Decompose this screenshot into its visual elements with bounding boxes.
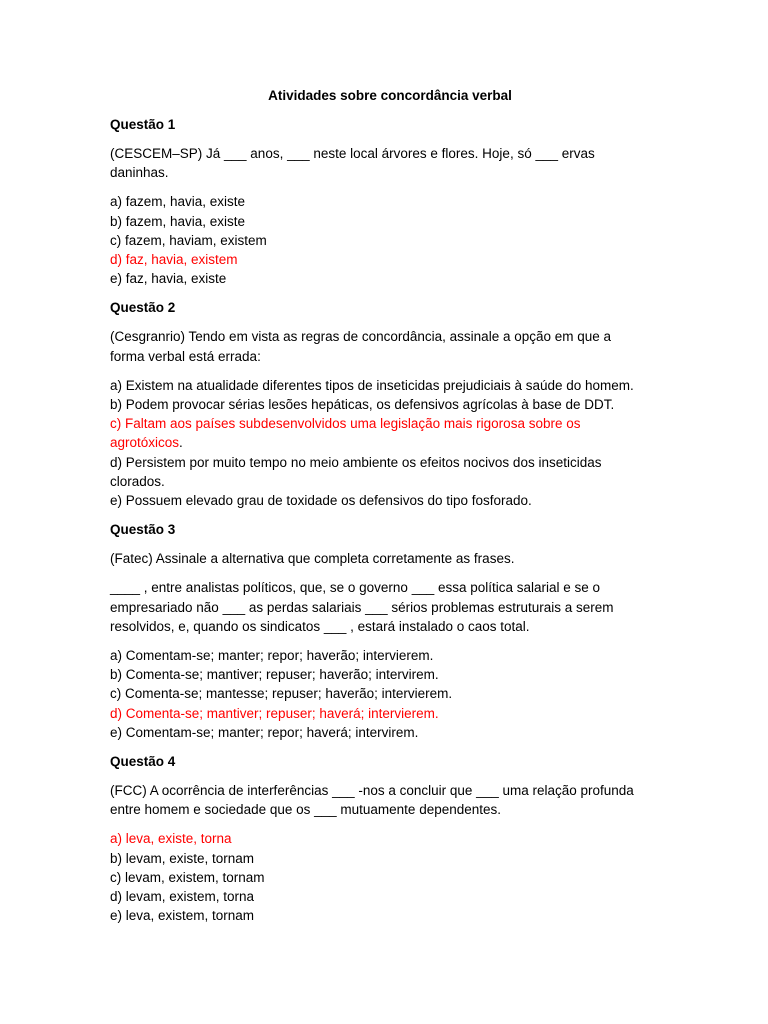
option-b: b) levam, existe, tornam: [110, 850, 255, 866]
question-1: [110, 115, 670, 288]
question-3: [110, 520, 670, 742]
option-a: a) Comentam-se; manter; repor; haverão; intervierem.: [110, 648, 434, 664]
option-d: d) levam, existem, torna: [110, 889, 255, 905]
options-list: [110, 192, 670, 288]
option-c: c) levam, existem, tornam: [110, 869, 265, 885]
option-a: a) Existem na atualidade diferentes tipos de inseticidas prejudiciais à saúde do homem.: [110, 377, 634, 393]
option-b: b) Comenta-se; mantiver; repuser; haverão; intervirem.: [110, 667, 439, 683]
question-heading: Questão 2: [110, 300, 176, 316]
option-d-correct: d) faz, havia, existem: [110, 252, 238, 268]
option-c-correct: [110, 414, 610, 452]
option-b: b) Podem provocar sérias lesões hepáticas, os defensivos agrícolas à base de DDT.: [110, 397, 615, 413]
option-a: a) fazem, havia, existe: [110, 194, 246, 210]
question-heading: Questão 4: [110, 754, 176, 770]
question-heading: Questão 1: [110, 117, 176, 132]
option-c: c) Comenta-se; mantesse; repuser; haverão; intervierem.: [110, 686, 453, 702]
option-e: e) faz, havia, existe: [110, 271, 227, 287]
option-e: e) leva, existem, tornam: [110, 908, 255, 924]
question-stem: (CESCEM–SP) Já ___ anos, ___ neste local árvores e flores. Hoje, só ___ ervas daninhas.: [110, 146, 595, 181]
question-stem-continuation: ____ , entre analistas políticos, que, se o governo ___ essa política salarial e se o empresariado não ___ as perdas salariais ___ sérios problemas estruturais a serem resolvidos, e, quando os sindicatos ___ , estará instalado o caos total.: [110, 580, 614, 634]
options-list: [110, 829, 670, 925]
options-list: [110, 646, 670, 742]
option-c: c) fazem, haviam, existem: [110, 232, 267, 248]
question-4: [110, 752, 670, 925]
option-a-correct: a) leva, existe, torna: [110, 831, 232, 847]
option-c-text: c) Faltam aos países subdesenvolvidos uma legislação mais rigorosa sobre os agrotóxicos: [110, 416, 581, 451]
document-page: [110, 86, 670, 936]
question-stem: (Cesgranrio) Tendo em vista as regras de concordância, assinale a opção em que a forma verbal está errada:: [110, 329, 612, 364]
option-d-correct: d) Comenta-se; mantiver; repuser; haverá; intervierem.: [110, 705, 439, 721]
document-title: Atividades sobre concordância verbal: [268, 88, 512, 103]
option-b: b) fazem, havia, existe: [110, 213, 246, 229]
option-c-suffix: .: [179, 435, 183, 451]
question-heading: Questão 3: [110, 522, 176, 538]
option-e: e) Comentam-se; manter; repor; haverá; intervirem.: [110, 724, 419, 740]
question-stem: (FCC) A ocorrência de interferências ___ -nos a concluir que ___ uma relação profunda entre homem e sociedade que os ___ mutuamente dependentes.: [110, 783, 634, 818]
question-2: [110, 298, 670, 510]
option-e: e) Possuem elevado grau de toxidade os defensivos do tipo fosforado.: [110, 493, 532, 509]
option-d: d) Persistem por muito tempo no meio ambiente os efeitos nocivos dos inseticidas clorados.: [110, 454, 602, 489]
question-stem: (Fatec) Assinale a alternativa que completa corretamente as frases.: [110, 551, 515, 567]
options-list: [110, 376, 670, 510]
